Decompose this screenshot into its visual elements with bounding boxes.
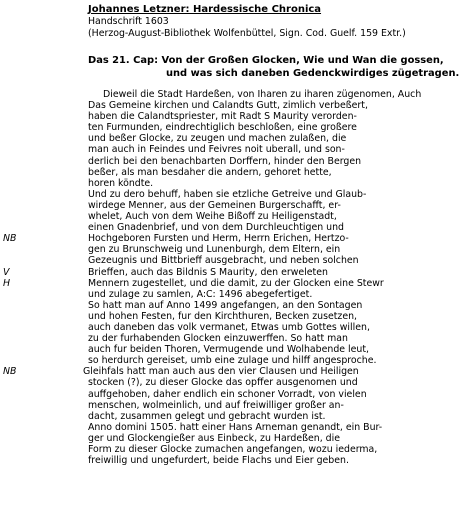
text-line xyxy=(0,122,470,133)
line-text: Gleihfals hatt man auch aus den vier Clausen und Heiligen xyxy=(83,366,359,378)
text-line xyxy=(0,267,470,278)
text-line xyxy=(0,178,470,189)
line-text: Form zu dieser Glocke zumachen angefangen, wozu iederma, xyxy=(88,444,378,455)
line-text: gen zu Brunschweig und Lunenburgh, dem Eltern, ein xyxy=(88,244,341,256)
margin-note: H xyxy=(3,277,11,289)
line-text: stocken (?), zu dieser Glocke das opffer ausgenomen und xyxy=(88,377,358,389)
text-line xyxy=(0,156,470,167)
text-line xyxy=(0,422,470,433)
margin-note: NB xyxy=(3,233,17,245)
text-line xyxy=(0,233,470,244)
line-text: und hohen Festen, fur den Kirchthuren, Becken zusetzen, xyxy=(88,310,358,322)
line-text: auch daneben das volk vermanet, Etwas umb Gottes willen, xyxy=(88,321,370,333)
text-line xyxy=(0,133,470,144)
line-text: dacht, zusammen gelegt und gebracht wurden ist. xyxy=(88,410,326,422)
text-line xyxy=(0,322,470,333)
chapter-heading-line-1: Das 21. Cap: Von der Großen Glocken, Wie und Wan die gossen, xyxy=(88,55,444,66)
text-line xyxy=(0,455,470,466)
line-text: whelet, Auch von dem Weihe Bißoff zu Heiligenstadt, xyxy=(88,211,337,223)
text-line xyxy=(0,255,470,266)
text-line xyxy=(0,355,470,366)
text-line xyxy=(0,444,470,455)
margin-note: V xyxy=(3,266,10,278)
text-line xyxy=(0,144,470,155)
line-text: auffgehoben, daher endlich ein schoner Vorradt, von vielen xyxy=(88,388,367,400)
line-text: derlich bei den benachbarten Dorffern, hinder den Bergen xyxy=(88,155,362,167)
line-text: Anno domini 1505. hatt einer Hans Arneman genandt, ein Bur- xyxy=(88,421,383,433)
line-text: wirdege Menner, aus der Gemeinen Burgerschafft, er- xyxy=(88,199,341,211)
text-line xyxy=(0,411,470,422)
text-line xyxy=(0,389,470,400)
chapter-heading-line-2: und was sich daneben Gedenckwirdiges zügetragen. xyxy=(166,67,460,79)
text-line xyxy=(0,344,470,355)
text-line xyxy=(0,100,470,111)
text-line xyxy=(0,222,470,233)
line-text: ten Furmunden, eindrechtiglich beschloßen, eine großere xyxy=(88,122,357,134)
line-text: So hatt man auf Anno 1499 angefangen, an den Sontagen xyxy=(88,299,363,311)
text-line xyxy=(0,200,470,211)
line-text: haben die Calandtspriester, mit Radt S Maurity verorden- xyxy=(88,111,357,123)
text-line xyxy=(0,244,470,255)
line-text: Mennern zugestellet, und die damit, zu der Glocken eine Stewr xyxy=(88,277,384,289)
text-line xyxy=(0,400,470,411)
line-text: auch fur beiden Thoren, Vermugende und Wolhabende leut, xyxy=(88,344,369,356)
line-text: Brieffen, auch das Bildnis S Maurity, den erweleten xyxy=(88,266,328,278)
text-line xyxy=(0,211,470,222)
line-text: beßer, als man besdaher die andern, gehoret hette, xyxy=(88,166,332,178)
line-text: Hochgeboren Fursten und Herm, Herrn Erichen, Hertzo- xyxy=(88,233,349,245)
line-text: Gezeugnis und Bittbrieff ausgebracht, und neben solchen xyxy=(88,255,359,267)
transcription-body xyxy=(0,89,470,466)
library-reference: (Herzog-August-Bibliothek Wolfenbüttel, Sign. Cod. Guelf. 159 Extr.) xyxy=(88,27,406,39)
line-text: Dieweil die Stadt Hardeßen, von Iharen zu iharen zügenomen, Auch xyxy=(103,89,422,100)
text-line xyxy=(0,366,470,377)
line-text: Und zu dero behuff, haben sie etzliche Getreive und Glaub- xyxy=(88,188,367,200)
line-text: freiwillig und ungefurdert, beide Flachs und Eier geben. xyxy=(88,455,349,467)
text-line xyxy=(0,433,470,444)
line-text: horen köndte. xyxy=(88,177,154,189)
text-line xyxy=(0,289,470,300)
margin-note: NB xyxy=(3,366,17,378)
document-title: Johannes Letzner: Hardessische Chronica xyxy=(88,4,322,15)
text-line xyxy=(0,167,470,178)
document-header xyxy=(88,4,466,39)
line-text: Das Gemeine kirchen und Calandts Gutt, zimlich verbeßert, xyxy=(88,100,368,112)
text-line xyxy=(0,111,470,122)
line-text: ger und Glockengießer aus Einbeck, zu Hardeßen, die xyxy=(88,432,340,444)
line-text: so herdurch gereiset, umb eine zulage und hilff angesproche. xyxy=(88,355,377,367)
manuscript-year: Handschrift 1603 xyxy=(88,16,169,27)
line-text: und beßer Glocke, zu zeugen und machen zulaßen, die xyxy=(88,133,347,145)
line-text: man auch in Feindes und Feivres noit uberall, und son- xyxy=(88,144,345,156)
text-line xyxy=(0,278,470,289)
text-line xyxy=(0,189,470,200)
text-line xyxy=(0,300,470,311)
line-text: menschen, wolmeinlich, und auf freiwilliger großer an- xyxy=(88,399,344,411)
line-text: zu der furhabenden Glocken einzuwerffen. So hatt man xyxy=(88,333,348,345)
text-line xyxy=(0,311,470,322)
text-line xyxy=(0,89,470,100)
line-text: einen Gnadenbrief, und von dem Durchleuchtigen und xyxy=(88,222,344,234)
chapter-heading xyxy=(88,55,468,80)
text-line xyxy=(0,377,470,388)
text-line xyxy=(0,333,470,344)
line-text: und zulage zu samlen, A:C: 1496 abegefertiget. xyxy=(88,288,313,300)
